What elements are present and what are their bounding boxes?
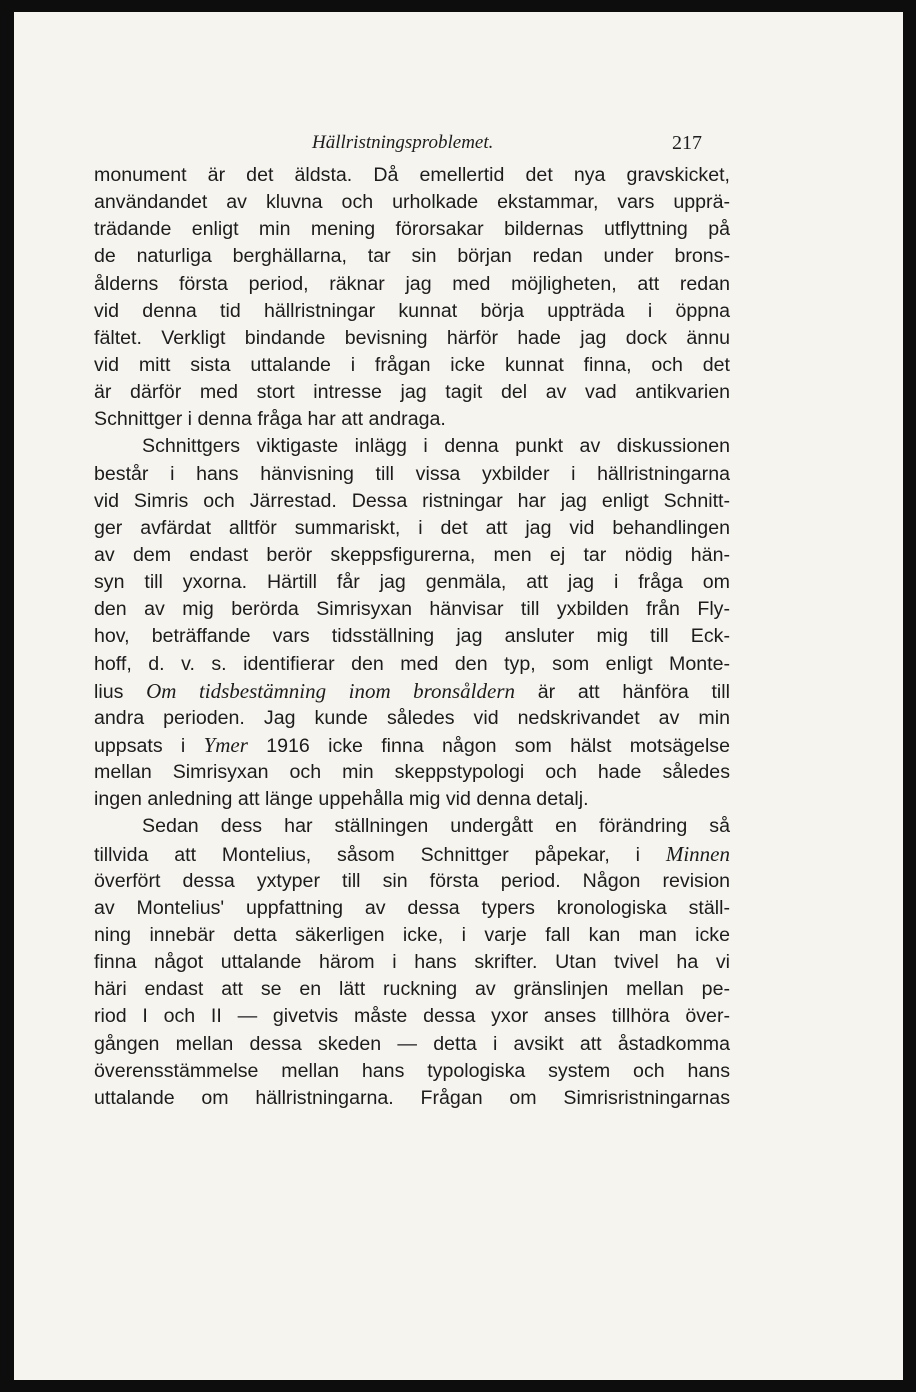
text-segment: vid mitt sista uttalande i frågan icke kunnat finna, och det (94, 353, 730, 376)
text-segment: ning innebär detta säkerligen icke, i varje fall kan man icke (94, 923, 730, 946)
text-line (94, 488, 730, 515)
text-line (94, 596, 730, 623)
text-line (94, 515, 730, 542)
text-segment: ålderns första period, räknar jag med möjligheten, att redan (94, 272, 730, 295)
text-line (94, 841, 730, 868)
book-page (14, 12, 903, 1380)
italic-title: Minnen (665, 841, 730, 866)
text-segment: Schnittgers viktigaste inlägg i denna punkt av diskussionen (142, 435, 730, 458)
text-line (94, 162, 730, 189)
text-line (94, 1058, 730, 1085)
text-segment: hoff, d. v. s. identifierar den med den typ, som enligt Monte- (94, 652, 730, 675)
text-line (94, 678, 730, 705)
text-segment: är att hänföra till (515, 680, 730, 703)
text-line (94, 542, 730, 569)
text-segment: syn till yxorna. Härtill får jag genmäla, att jag i fråga om (94, 571, 730, 594)
text-line (94, 379, 730, 406)
text-line (94, 461, 730, 488)
text-segment: av dem endast berör skeppsfigurerna, men ej tar nödig hän- (94, 543, 730, 566)
text-segment: monument är det äldsta. Då emellertid det nya gravskicket, (94, 164, 730, 186)
text-segment: uttalande om hällristningarna. Frågan om Simrisristningarnas (94, 1086, 730, 1109)
text-line (94, 271, 730, 298)
text-segment: andra perioden. Jag kunde således vid nedskrivandet av min (94, 706, 730, 729)
text-line (94, 352, 730, 379)
text-line (94, 1031, 730, 1058)
text-line (94, 243, 730, 270)
text-line (94, 216, 730, 243)
text-line (94, 298, 730, 325)
text-segment: den av mig berörda Simrisyxan hänvisar till yxbilden från Fly- (94, 598, 730, 621)
text-line (94, 813, 730, 840)
text-line (94, 868, 730, 895)
text-segment: ger avfärdat alltför summariskt, i det att jag vid behandlingen (94, 516, 730, 539)
text-line (94, 922, 730, 949)
text-segment: är därför med stort intresse jag tagit del av vad antikvarien (94, 381, 730, 404)
text-line (94, 732, 730, 759)
text-line (94, 759, 730, 786)
text-line (94, 786, 730, 813)
text-line (94, 189, 730, 216)
text-segment: finna något uttalande härom i hans skrifter. Utan tvivel ha vi (94, 951, 730, 974)
italic-title: Ymer (203, 732, 248, 757)
text-segment: överensstämmelse mellan hans typologiska system och hans (94, 1059, 730, 1082)
text-segment: tillvida att Montelius, såsom Schnittger påpekar, i (94, 843, 666, 866)
running-title: Hällristningsproblemet. (312, 132, 494, 153)
page-number: 217 (672, 132, 702, 154)
text-segment: av Montelius' uppfattning av dessa typers kronologiska ställ- (94, 896, 730, 919)
text-segment: hov, beträffande vars tidsställning jag ansluter mig till Eck- (94, 625, 730, 648)
text-segment: häri endast att se en lätt ruckning av gränslinjen mellan pe- (94, 978, 730, 1001)
text-line (94, 569, 730, 596)
text-line (94, 895, 730, 922)
page-header (14, 132, 903, 156)
text-segment: ingen anledning att länge uppehålla mig vid denna detalj. (94, 788, 589, 811)
text-segment: 1916 icke finna någon som hälst motsägelse (247, 734, 730, 757)
text-segment: Schnittger i denna fråga har att andraga. (94, 408, 446, 431)
text-line (94, 1003, 730, 1030)
text-segment: består i hans hänvisning till vissa yxbilder i hällristningarna (94, 462, 730, 485)
text-segment: riod I och II — givetvis måste dessa yxor anses tillhöra över- (94, 1005, 730, 1028)
text-line (94, 1085, 730, 1112)
text-segment: fältet. Verkligt bindande bevisning härför hade jag dock ännu (94, 326, 730, 349)
text-line (94, 623, 730, 650)
text-line (94, 325, 730, 352)
text-segment: Sedan dess har ställningen undergått en förändring så (142, 815, 730, 838)
text-segment: uppsats i (94, 734, 204, 757)
text-line (94, 406, 730, 433)
text-line (94, 433, 730, 460)
body-text (94, 162, 730, 1112)
text-segment: gången mellan dessa skeden — detta i avsikt att åstadkomma (94, 1032, 730, 1055)
text-segment: lius (94, 680, 147, 703)
text-segment: de naturliga berghällarna, tar sin början redan under brons- (94, 245, 730, 268)
text-segment: överfört dessa yxtyper till sin första period. Någon revision (94, 869, 730, 892)
text-segment: mellan Simrisyxan och min skeppstypologi och hade således (94, 761, 730, 784)
text-segment: vid Simris och Järrestad. Dessa ristningar har jag enligt Schnitt- (94, 489, 730, 512)
text-line (94, 949, 730, 976)
text-line (94, 976, 730, 1003)
italic-title: Om tidsbestämning inom bronsåldern (146, 678, 516, 703)
text-segment: trädande enligt min mening förorsakar bildernas utflyttning på (94, 218, 730, 241)
text-line (94, 651, 730, 678)
text-segment: vid denna tid hällristningar kunnat börja uppträda i öppna (94, 299, 730, 322)
text-segment: användandet av kluvna och urholkade ekstammar, vars upprä- (94, 191, 730, 214)
text-line (94, 705, 730, 732)
